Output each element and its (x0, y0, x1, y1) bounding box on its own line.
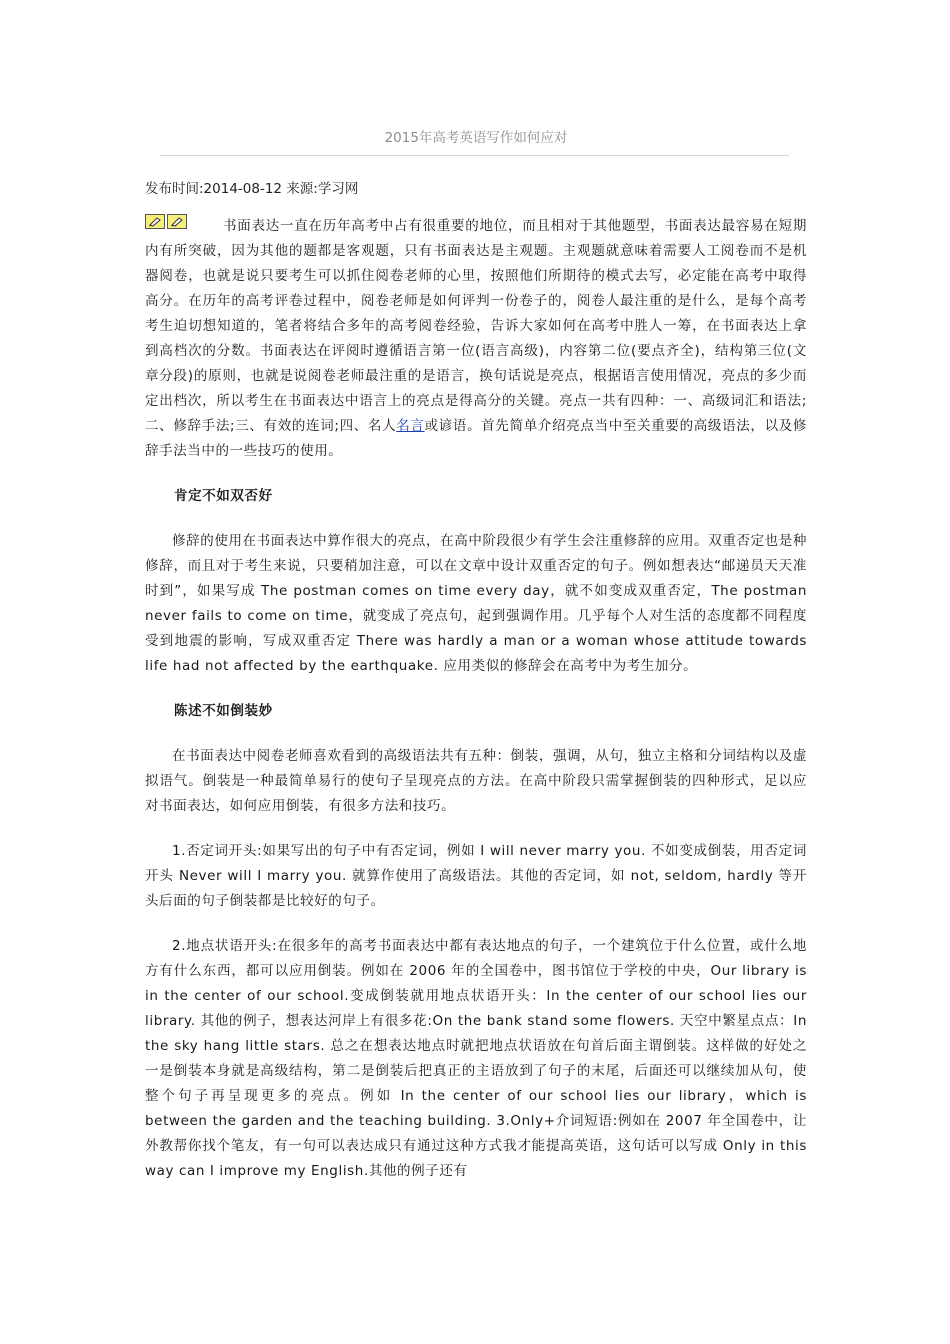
article-body (145, 214, 807, 1184)
section-heading-1: 肯定不如双否好 (174, 488, 273, 504)
section-heading-2: 陈述不如倒装妙 (174, 703, 273, 719)
paragraph-intro (145, 214, 807, 464)
paragraph-negative-start: 1.否定词开头:如果写出的句子中有否定词，例如 I will never marry you. 不如变成倒装，用否定词开头 Never will I marry you. 就算作使用了高级语法。其他的否定词，如 not, seldom, hardly 等开头后面的句子倒装都是比较好的句子。 (145, 843, 807, 909)
paragraph-double-negative: 修辞的使用在书面表达中算作很大的亮点，在高中阶段很少有学生会注重修辞的应用。双重否定也是种修辞，而且对于考生来说，只要稍加注意，可以在文章中设计双重否定的句子。例如想表达“邮递员天天准时到”，如果写成 The postman comes on time every day，就不如变成双重否定，The postman never fails to come on time，就变成了亮点句，起到强调作用。几乎每个人对生活的态度都不同程度受到地震的影响，写成双重否定 There was hardly a man or a woman whose attitude towards life had not affected by the earthquake. 应用类似的修辞会在高考中为考生加分。 (145, 533, 807, 674)
paragraph-intro-text: 书面表达一直在历年高考中占有很重要的地位，而且相对于其他题型，书面表达最容易在短期内有所突破，因为其他的题都是客观题，只有书面表达是主观题。主观题就意味着需要人工阅卷而不是机器阅卷，也就是说只要考生可以抓住阅卷老师的心里，按照他们所期待的模式去写，必定能在高考中取得高分。在历年的高考评卷过程中，阅卷老师是如何评判一份卷子的，阅卷人最注重的是什么，是每个高考考生迫切想知道的，笔者将结合多年的高考阅卷经验，告诉大家如何在高考中胜人一筹，在书面表达上拿到高档次的分数。书面表达在评阅时遵循语言第一位(语言高级)，内容第二位(要点齐全)，结构第三位(文章分段)的原则，也就是说阅卷老师最注重的是语言，换句话说是亮点，根据语言使用情况，亮点的多少而定出档次，所以考生在书面表达中语言上的亮点是得高分的关键。亮点一共有四种：一、高级词汇和语法;二、修辞手法;三、有效的连词;四、名人 (145, 218, 807, 434)
article-title: 2015年高考英语写作如何应对 (384, 130, 568, 146)
title-divider (160, 155, 789, 156)
paragraph-intro-tail: 或谚语。首先简单介绍亮点当中至关重要的高级语法，以及修辞手法当中的一些技巧的使用。 (145, 418, 808, 459)
publish-meta: 发布时间:2014-08-12 来源:学习网 (145, 181, 359, 197)
paragraph-inversion: 在书面表达中阅卷老师喜欢看到的高级语法共有五种：倒装，强调，从句，独立主格和分词结构以及虚拟语气。倒装是一种最简单易行的使句子呈现亮点的方法。在高中阶段只需掌握倒装的四种形式，足以应对书面表达，如何应用倒装，有很多方法和技巧。 (145, 748, 807, 814)
quote-link[interactable]: 名言 (396, 418, 425, 434)
paragraph-place-adverbial: 2.地点状语开头:在很多年的高考书面表达中都有表达地点的句子，一个建筑位于什么位置，或什么地方有什么东西，都可以应用倒装。例如在 2006 年的全国卷中，图书馆位于学校的中央，Our library is in the center of our school.变成倒装就用地点状语开头：In the center of our school lies our library. 其他的例子，想表达河岸上有很多花:On the bank stand some flowers. 天空中繁星点点：In the sky hang little stars. 总之在想表达地点时就把地点状语放在句首后面主谓倒装。这样做的好处之一是倒装本身就是高级结构，第二是倒装后把真正的主语放到了句子的末尾，后面还可以继续加从句，使整个句子再呈现更多的亮点。例如 In the center of our school lies our library，which is between the garden and the teaching building. 3.Only+介词短语:例如在 2007 年全国卷中，让外教帮你找个笔友，有一句可以表达成只有通过这种方式我才能提高英语，这句话可以写成 Only in this way can I improve my English.其他的例子还有 (145, 938, 807, 1179)
